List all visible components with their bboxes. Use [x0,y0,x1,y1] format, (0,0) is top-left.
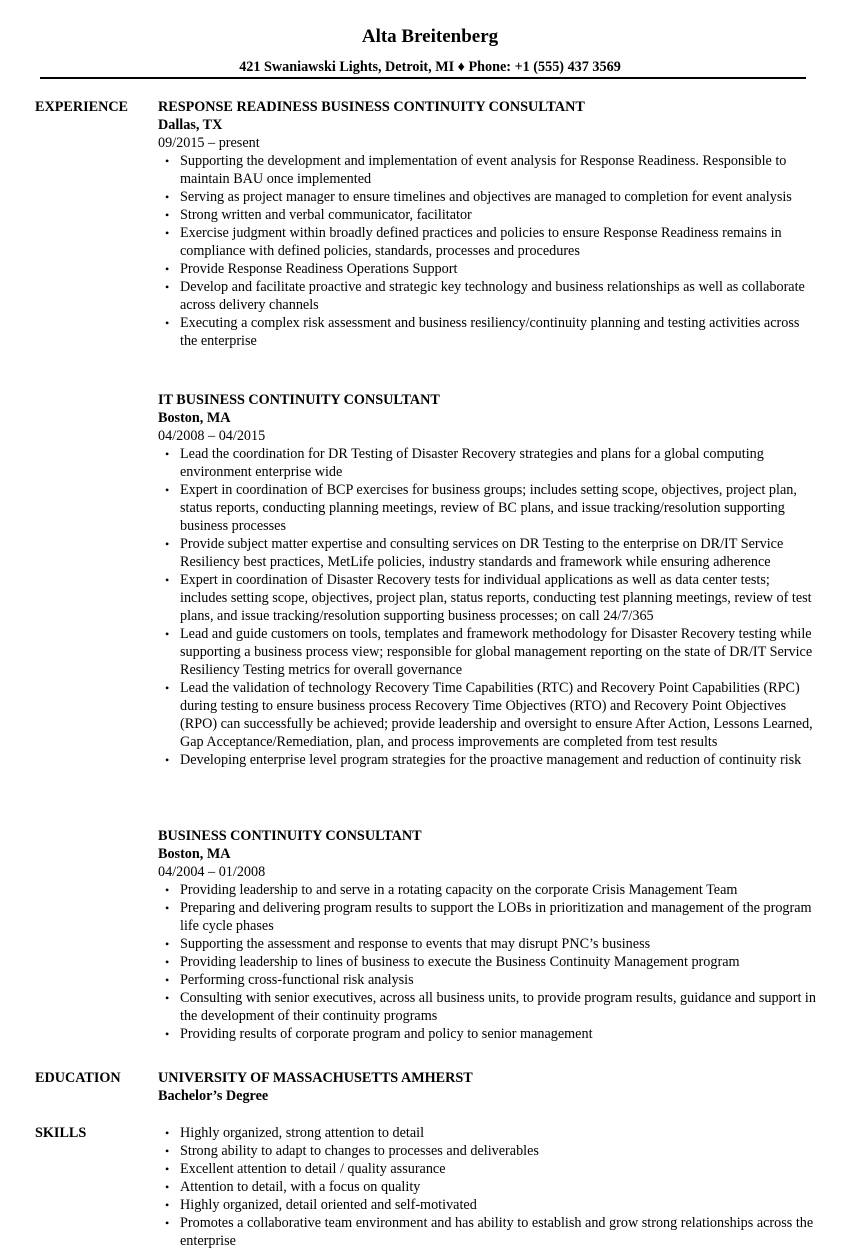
list-item: • Exercise judgment within broadly defined practices and policies to ensure Response Readiness remains in compliance with defined policies, standards, processes and procedures [158,224,818,260]
degree: Bachelor’s Degree [158,1088,269,1104]
list-item: • Excellent attention to detail / quality assurance [158,1160,818,1178]
job-dates: 04/2004 – 01/2008 [158,864,266,880]
list-item: • Expert in coordination of Disaster Recovery tests for individual applications as well as data center tests; includes setting scope, objectives, project plan, status reports, conducting test planning meetings, review of test plans, and issue tracking/resolution supporting business processes; on call 24/7/365 [158,571,818,625]
list-item: • Strong ability to adapt to changes to processes and deliverables [158,1142,818,1160]
experience-entry [158,98,818,350]
list-item: • Attention to detail, with a focus on quality [158,1178,818,1196]
job-location: Boston, MA [158,410,231,426]
header-divider [40,77,806,79]
list-item: • Provide Response Readiness Operations Support [158,260,818,278]
list-item: • Serving as project manager to ensure timelines and objectives are managed to completion for event analysis [158,188,818,206]
job-title: RESPONSE READINESS BUSINESS CONTINUITY CONSULTANT [158,99,585,115]
list-item: • Promotes a collaborative team environment and has ability to establish and grow strong relationships across the enterprise [158,1214,818,1250]
list-item: • Expert in coordination of BCP exercises for business groups; includes setting scope, objectives, project plan, status reports, conducting planning meetings, review of BC plans, and issue tracking/resolution supporting business processes [158,481,818,535]
list-item: • Provide subject matter expertise and consulting services on DR Testing to the enterprise on DR/IT Service Resiliency best practices, MetLife policies, industry standards and framework while ensuring adherence [158,535,818,571]
list-item: • Preparing and delivering program results to support the LOBs in prioritization and management of the program life cycle phases [158,899,818,935]
school-name: UNIVERSITY OF MASSACHUSETTS AMHERST [158,1070,473,1086]
experience-section-label: EXPERIENCE [35,99,129,115]
skills-list [158,1124,818,1250]
list-item: • Executing a complex risk assessment and business resiliency/continuity planning and testing activities across the enterprise [158,314,818,350]
list-item: • Performing cross-functional risk analysis [158,971,818,989]
list-item: • Lead and guide customers on tools, templates and framework methodology for Disaster Recovery testing while supporting a business process view; responsible for global management reporting on the state of DR/IT Service Resiliency Testing metrics for overall governance [158,625,818,679]
list-item: • Developing enterprise level program strategies for the proactive management and reduction of continuity risk [158,751,818,769]
job-title: BUSINESS CONTINUITY CONSULTANT [158,828,422,844]
skills-section-label: SKILLS [35,1125,87,1141]
job-dates: 04/2008 – 04/2015 [158,428,266,444]
job-title: IT BUSINESS CONTINUITY CONSULTANT [158,392,440,408]
candidate-name: Alta Breitenberg [361,26,499,47]
list-item: • Providing leadership to and serve in a rotating capacity on the corporate Crisis Management Team [158,881,818,899]
experience-entry [158,827,818,1043]
list-item: • Develop and facilitate proactive and strategic key technology and business relationships as well as collaborate across delivery channels [158,278,818,314]
list-item: • Consulting with senior executives, across all business units, to provide program results, guidance and support in the development of their continuity programs [158,989,818,1025]
job-bullets [158,152,818,350]
list-item: • Providing results of corporate program and policy to senior management [158,1025,818,1043]
list-item: • Supporting the assessment and response to events that may disrupt PNC’s business [158,935,818,953]
job-location: Boston, MA [158,846,231,862]
contact-info: 421 Swaniawski Lights, Detroit, MI ♦ Phone: +1 (555) 437 3569 [239,59,621,75]
list-item: • Supporting the development and implementation of event analysis for Response Readiness. Responsible to maintain BAU once implemented [158,152,818,188]
job-bullets [158,445,818,769]
list-item: • Highly organized, strong attention to detail [158,1124,818,1142]
job-dates: 09/2015 – present [158,135,260,151]
job-bullets [158,881,818,1043]
list-item: • Lead the validation of technology Recovery Time Capabilities (RTC) and Recovery Point Capabilities (RPC) during testing to ensure business process Recovery Time Objectives (RTO) and Recovery Point Objectives (RPO) can successfully be achieved; provide leadership and oversight to ensure After Action, Lessons Learned, Gap Acceptance/Remediation, plan, and process improvements are completed from test results [158,679,818,751]
job-location: Dallas, TX [158,117,223,133]
education-section-label: EDUCATION [35,1070,121,1086]
list-item: • Highly organized, detail oriented and self-motivated [158,1196,818,1214]
experience-entry [158,391,818,769]
list-item: • Providing leadership to lines of business to execute the Business Continuity Management program [158,953,818,971]
list-item: • Lead the coordination for DR Testing of Disaster Recovery strategies and plans for a global computing environment enterprise wide [158,445,818,481]
education-entry [158,1069,473,1105]
list-item: • Strong written and verbal communicator, facilitator [158,206,818,224]
